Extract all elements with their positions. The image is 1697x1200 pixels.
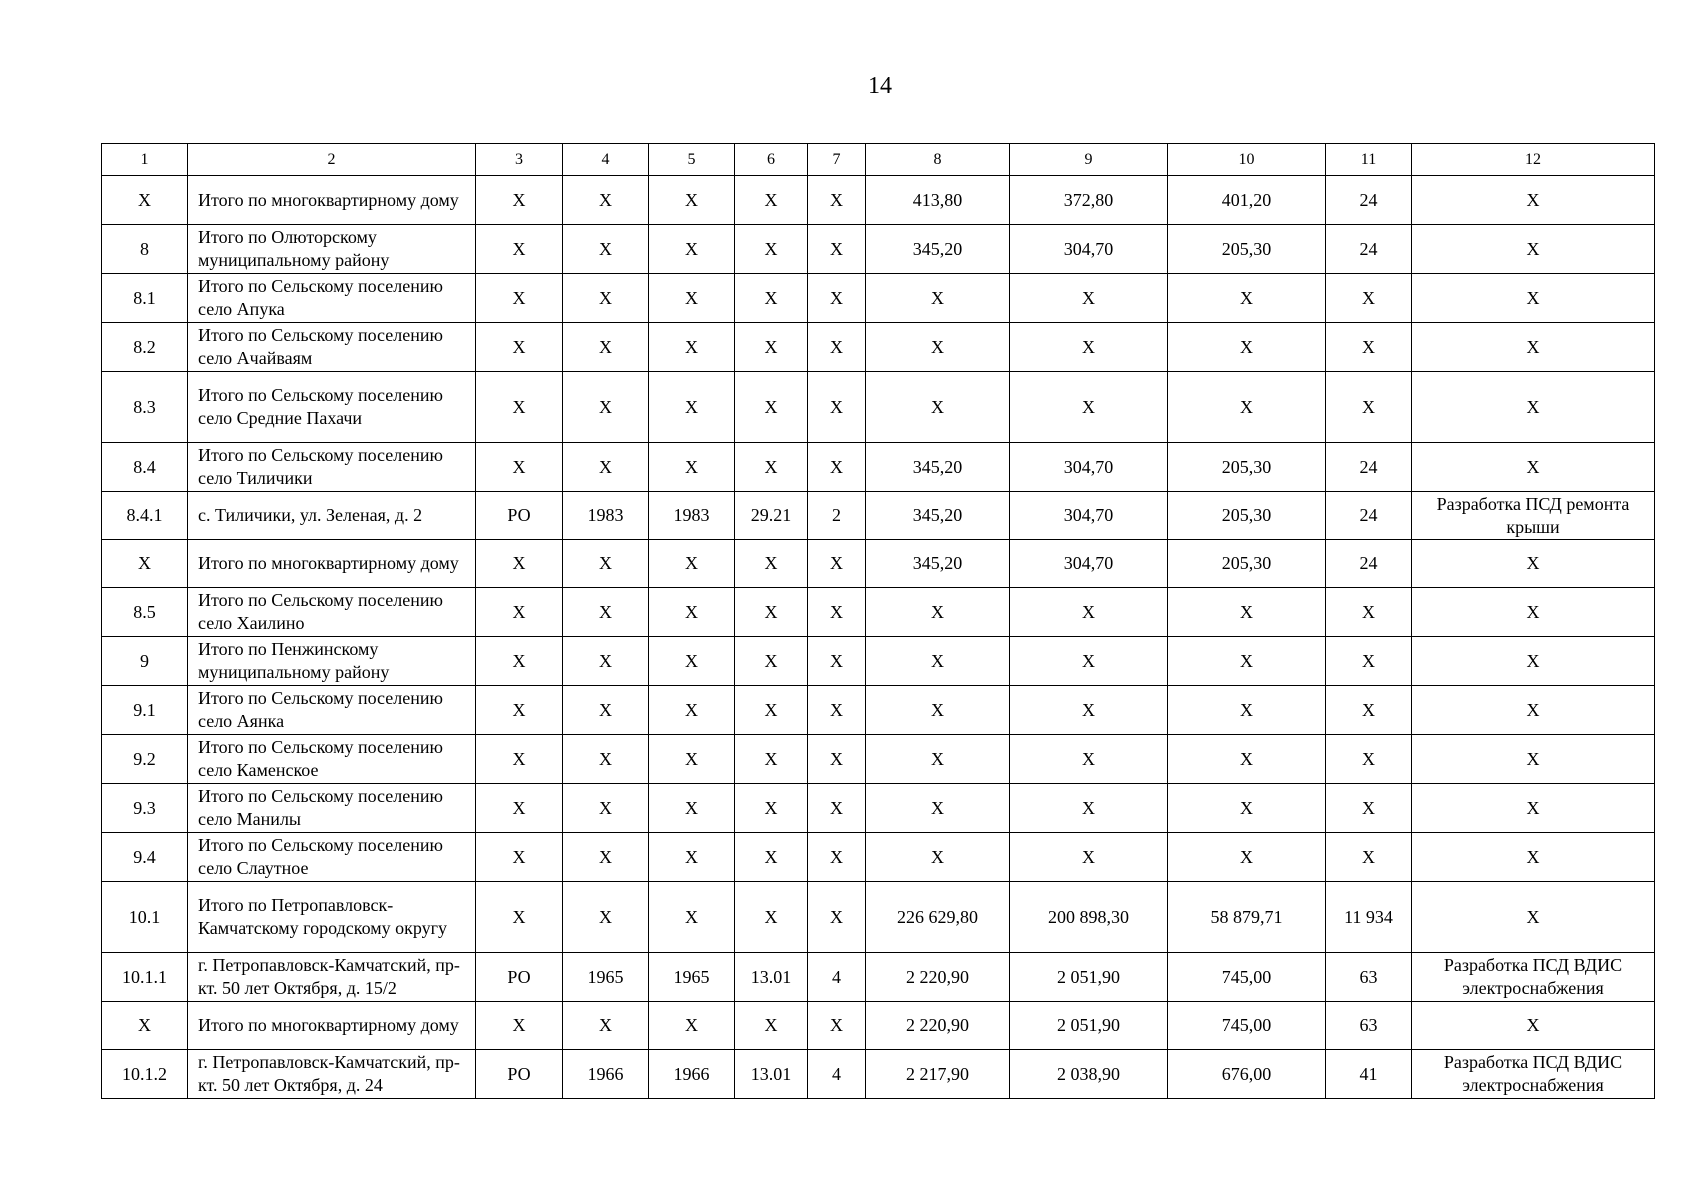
table-cell: 205,30 (1168, 225, 1326, 274)
table-cell: X (649, 637, 735, 686)
table-cell: X (866, 686, 1010, 735)
table-row (102, 540, 1655, 588)
table-cell: X (649, 274, 735, 323)
table-cell: X (563, 176, 649, 225)
table-cell: X (1168, 274, 1326, 323)
table-cell: X (1326, 588, 1412, 637)
table-cell: 226 629,80 (866, 882, 1010, 953)
table-cell: 345,20 (866, 225, 1010, 274)
table-cell: 304,70 (1010, 540, 1168, 588)
table-cell: X (1168, 323, 1326, 372)
table-cell: X (1412, 784, 1655, 833)
table-cell: 304,70 (1010, 492, 1168, 540)
table-cell: X (563, 784, 649, 833)
table-cell: X (1168, 735, 1326, 784)
table-cell: 2 (808, 492, 866, 540)
table-row (102, 686, 1655, 735)
table-cell: 205,30 (1168, 492, 1326, 540)
table-cell: 200 898,30 (1010, 882, 1168, 953)
column-number-cell: 4 (563, 144, 649, 176)
table-cell: X (563, 882, 649, 953)
table-row (102, 443, 1655, 492)
table-cell: X (1326, 372, 1412, 443)
table-cell: X (1168, 686, 1326, 735)
table-cell: X (808, 1002, 866, 1050)
table-cell: X (1412, 1002, 1655, 1050)
table-cell: X (649, 686, 735, 735)
table-cell: X (1326, 686, 1412, 735)
table-cell: 2 220,90 (866, 1002, 1010, 1050)
table-cell: X (476, 882, 563, 953)
object-name-cell: Итого по Сельскому поселению село Манилы (188, 784, 476, 833)
table-row (102, 176, 1655, 225)
table-cell: РО (476, 1050, 563, 1099)
table-row (102, 953, 1655, 1002)
table-cell: X (735, 588, 808, 637)
table-cell: X (735, 274, 808, 323)
table-cell: X (735, 540, 808, 588)
object-name-cell: Итого по Сельскому поселению село Апука (188, 274, 476, 323)
table-cell: X (808, 274, 866, 323)
table-cell: X (1326, 637, 1412, 686)
table-cell: X (563, 225, 649, 274)
object-name-cell: Итого по Олюторскому муниципальному району (188, 225, 476, 274)
row-number-cell: 9.3 (102, 784, 188, 833)
table-cell: X (476, 784, 563, 833)
table-cell: 1983 (649, 492, 735, 540)
table-cell: X (866, 735, 1010, 784)
table-cell: X (649, 176, 735, 225)
table-cell: X (563, 540, 649, 588)
table-cell: 304,70 (1010, 443, 1168, 492)
table-cell: X (1412, 176, 1655, 225)
row-number-cell: 9.2 (102, 735, 188, 784)
table-cell: 2 051,90 (1010, 953, 1168, 1002)
table-row (102, 323, 1655, 372)
table-cell: X (649, 323, 735, 372)
table-cell: X (563, 323, 649, 372)
table-cell: X (1010, 735, 1168, 784)
row-number-cell: 8.2 (102, 323, 188, 372)
table-cell: X (1412, 735, 1655, 784)
table-cell: X (476, 686, 563, 735)
table-cell: X (808, 176, 866, 225)
table-cell: X (1010, 686, 1168, 735)
table-cell: X (808, 686, 866, 735)
table-cell: X (649, 372, 735, 443)
object-name-cell: Итого по Сельскому поселению село Аянка (188, 686, 476, 735)
row-number-cell: X (102, 176, 188, 225)
table-cell: 2 220,90 (866, 953, 1010, 1002)
column-number-cell: 3 (476, 144, 563, 176)
table-cell: 24 (1326, 176, 1412, 225)
table-cell: X (476, 176, 563, 225)
table-cell: X (649, 882, 735, 953)
column-number-cell: 5 (649, 144, 735, 176)
table-cell: X (1412, 225, 1655, 274)
table-cell: X (563, 274, 649, 323)
table-cell: 11 934 (1326, 882, 1412, 953)
table-cell: 41 (1326, 1050, 1412, 1099)
table-cell: 676,00 (1168, 1050, 1326, 1099)
table-cell: X (563, 372, 649, 443)
table-cell: X (1010, 784, 1168, 833)
table-cell: X (866, 784, 1010, 833)
row-number-cell: 8.4 (102, 443, 188, 492)
table-cell: X (1412, 372, 1655, 443)
table-cell: X (808, 540, 866, 588)
table-cell: X (866, 372, 1010, 443)
table-cell: X (1326, 833, 1412, 882)
table-cell: X (1412, 443, 1655, 492)
table-cell: X (476, 443, 563, 492)
column-number-cell: 8 (866, 144, 1010, 176)
table-row (102, 492, 1655, 540)
table-cell: 205,30 (1168, 540, 1326, 588)
table-cell: X (1010, 637, 1168, 686)
object-name-cell: Итого по Пенжинскому муниципальному району (188, 637, 476, 686)
table-cell: X (1168, 637, 1326, 686)
object-name-cell: Итого по Сельскому поселению село Хаилино (188, 588, 476, 637)
table-cell: X (808, 735, 866, 784)
table-cell: X (1326, 735, 1412, 784)
table-cell: Разработка ПСД ремонта крыши (1412, 492, 1655, 540)
object-name-cell: Итого по Сельскому поселению село Тиличики (188, 443, 476, 492)
table-cell: X (1326, 784, 1412, 833)
table-cell: 24 (1326, 443, 1412, 492)
table-cell: 63 (1326, 1002, 1412, 1050)
row-number-cell: 9.1 (102, 686, 188, 735)
table-cell: X (866, 588, 1010, 637)
page-number: 14 (868, 73, 892, 99)
table-cell: X (1412, 882, 1655, 953)
table-cell: X (808, 323, 866, 372)
table-cell: X (1168, 784, 1326, 833)
row-number-cell: X (102, 540, 188, 588)
table-cell: X (476, 274, 563, 323)
column-number-cell: 2 (188, 144, 476, 176)
table-cell: X (735, 323, 808, 372)
table-cell: РО (476, 492, 563, 540)
table-cell: X (1168, 588, 1326, 637)
table-cell: 63 (1326, 953, 1412, 1002)
table-cell: 205,30 (1168, 443, 1326, 492)
table-cell: X (476, 588, 563, 637)
table-cell: X (1168, 372, 1326, 443)
row-number-cell: 8.1 (102, 274, 188, 323)
table-cell: X (476, 372, 563, 443)
table-cell: X (476, 225, 563, 274)
table-cell: X (1412, 274, 1655, 323)
table-cell: 413,80 (866, 176, 1010, 225)
column-number-cell: 10 (1168, 144, 1326, 176)
table-cell: X (1010, 833, 1168, 882)
table-row (102, 372, 1655, 443)
table-cell: X (649, 784, 735, 833)
table-cell: X (649, 833, 735, 882)
table-cell: X (1010, 588, 1168, 637)
table-cell: X (1412, 637, 1655, 686)
table-cell: X (735, 637, 808, 686)
table-row (102, 882, 1655, 953)
row-number-cell: 8.5 (102, 588, 188, 637)
table-cell: X (866, 833, 1010, 882)
table-cell: 372,80 (1010, 176, 1168, 225)
object-name-cell: г. Петропавловск-Камчатский, пр-кт. 50 лет Октября, д. 15/2 (188, 953, 476, 1002)
table-cell: X (649, 443, 735, 492)
table-cell: 345,20 (866, 492, 1010, 540)
table-cell: X (808, 833, 866, 882)
table-cell: X (1010, 323, 1168, 372)
table-cell: 1966 (649, 1050, 735, 1099)
table-cell: 29.21 (735, 492, 808, 540)
table-cell: 4 (808, 1050, 866, 1099)
row-number-cell: X (102, 1002, 188, 1050)
report-table-container (101, 143, 1655, 1099)
table-cell: X (476, 540, 563, 588)
table-cell: 304,70 (1010, 225, 1168, 274)
table-cell: 24 (1326, 492, 1412, 540)
table-row (102, 588, 1655, 637)
table-cell: 24 (1326, 540, 1412, 588)
table-cell: 24 (1326, 225, 1412, 274)
table-cell: X (649, 735, 735, 784)
table-cell: Разработка ПСД ВДИС электроснабжения (1412, 953, 1655, 1002)
table-cell: X (808, 882, 866, 953)
table-cell: X (808, 588, 866, 637)
table-cell: 2 217,90 (866, 1050, 1010, 1099)
table-cell: X (563, 833, 649, 882)
table-header-row (102, 144, 1655, 176)
table-cell: 1965 (563, 953, 649, 1002)
report-table (101, 143, 1655, 1099)
table-cell: 745,00 (1168, 1002, 1326, 1050)
table-cell: X (808, 225, 866, 274)
table-cell: 13.01 (735, 1050, 808, 1099)
table-cell: 745,00 (1168, 953, 1326, 1002)
column-number-cell: 11 (1326, 144, 1412, 176)
table-cell: X (563, 443, 649, 492)
column-number-cell: 9 (1010, 144, 1168, 176)
table-cell: X (808, 637, 866, 686)
column-number-cell: 6 (735, 144, 808, 176)
object-name-cell: Итого по многоквартирному дому (188, 176, 476, 225)
table-cell: X (1412, 323, 1655, 372)
object-name-cell: с. Тиличики, ул. Зеленая, д. 2 (188, 492, 476, 540)
table-cell: РО (476, 953, 563, 1002)
table-cell: X (1010, 274, 1168, 323)
row-number-cell: 8.3 (102, 372, 188, 443)
table-cell: X (735, 372, 808, 443)
table-cell: X (1168, 833, 1326, 882)
table-cell: X (735, 225, 808, 274)
table-cell: X (866, 323, 1010, 372)
row-number-cell: 8 (102, 225, 188, 274)
object-name-cell: Итого по Петропавловск-Камчатскому городскому округу (188, 882, 476, 953)
table-cell: X (866, 274, 1010, 323)
table-cell: 345,20 (866, 443, 1010, 492)
object-name-cell: Итого по Сельскому поселению село Слаутное (188, 833, 476, 882)
table-cell: X (735, 176, 808, 225)
object-name-cell: Итого по Сельскому поселению село Ачайваям (188, 323, 476, 372)
table-cell: X (1412, 833, 1655, 882)
table-cell: X (866, 637, 1010, 686)
table-cell: X (735, 833, 808, 882)
table-cell: 58 879,71 (1168, 882, 1326, 953)
table-row (102, 833, 1655, 882)
object-name-cell: г. Петропавловск-Камчатский, пр-кт. 50 лет Октября, д. 24 (188, 1050, 476, 1099)
table-row (102, 784, 1655, 833)
column-number-cell: 12 (1412, 144, 1655, 176)
table-cell: Разработка ПСД ВДИС электроснабжения (1412, 1050, 1655, 1099)
table-cell: X (563, 686, 649, 735)
row-number-cell: 10.1.1 (102, 953, 188, 1002)
table-row (102, 274, 1655, 323)
table-cell: X (1010, 372, 1168, 443)
table-cell: 13.01 (735, 953, 808, 1002)
column-number-cell: 1 (102, 144, 188, 176)
row-number-cell: 8.4.1 (102, 492, 188, 540)
table-cell: X (476, 833, 563, 882)
table-cell: X (1326, 323, 1412, 372)
object-name-cell: Итого по многоквартирному дому (188, 540, 476, 588)
table-cell: X (735, 443, 808, 492)
table-row (102, 1002, 1655, 1050)
table-cell: X (476, 637, 563, 686)
table-cell: 1966 (563, 1050, 649, 1099)
table-cell: X (649, 540, 735, 588)
table-row (102, 225, 1655, 274)
table-cell: X (563, 735, 649, 784)
column-number-cell: 7 (808, 144, 866, 176)
table-cell: X (735, 735, 808, 784)
table-cell: X (649, 225, 735, 274)
table-cell: X (649, 588, 735, 637)
table-cell: X (476, 1002, 563, 1050)
object-name-cell: Итого по многоквартирному дому (188, 1002, 476, 1050)
table-cell: 1983 (563, 492, 649, 540)
row-number-cell: 10.1.2 (102, 1050, 188, 1099)
row-number-cell: 9.4 (102, 833, 188, 882)
table-cell: X (808, 443, 866, 492)
table-row (102, 1050, 1655, 1099)
table-cell: X (808, 372, 866, 443)
table-cell: 401,20 (1168, 176, 1326, 225)
row-number-cell: 10.1 (102, 882, 188, 953)
table-cell: 345,20 (866, 540, 1010, 588)
table-cell: X (1326, 274, 1412, 323)
object-name-cell: Итого по Сельскому поселению село Средние Пахачи (188, 372, 476, 443)
table-cell: X (1412, 540, 1655, 588)
table-cell: X (808, 784, 866, 833)
table-cell: 4 (808, 953, 866, 1002)
table-cell: 2 038,90 (1010, 1050, 1168, 1099)
table-cell: X (735, 882, 808, 953)
table-cell: X (563, 1002, 649, 1050)
table-cell: X (735, 686, 808, 735)
table-row (102, 735, 1655, 784)
object-name-cell: Итого по Сельскому поселению село Каменское (188, 735, 476, 784)
table-cell: X (563, 637, 649, 686)
table-cell: X (649, 1002, 735, 1050)
table-body (102, 144, 1655, 1099)
table-cell: X (735, 1002, 808, 1050)
table-cell: X (476, 735, 563, 784)
table-cell: X (563, 588, 649, 637)
table-cell: X (476, 323, 563, 372)
table-cell: X (735, 784, 808, 833)
table-row (102, 637, 1655, 686)
table-cell: X (1412, 686, 1655, 735)
table-cell: 2 051,90 (1010, 1002, 1168, 1050)
row-number-cell: 9 (102, 637, 188, 686)
table-cell: X (1412, 588, 1655, 637)
table-cell: 1965 (649, 953, 735, 1002)
